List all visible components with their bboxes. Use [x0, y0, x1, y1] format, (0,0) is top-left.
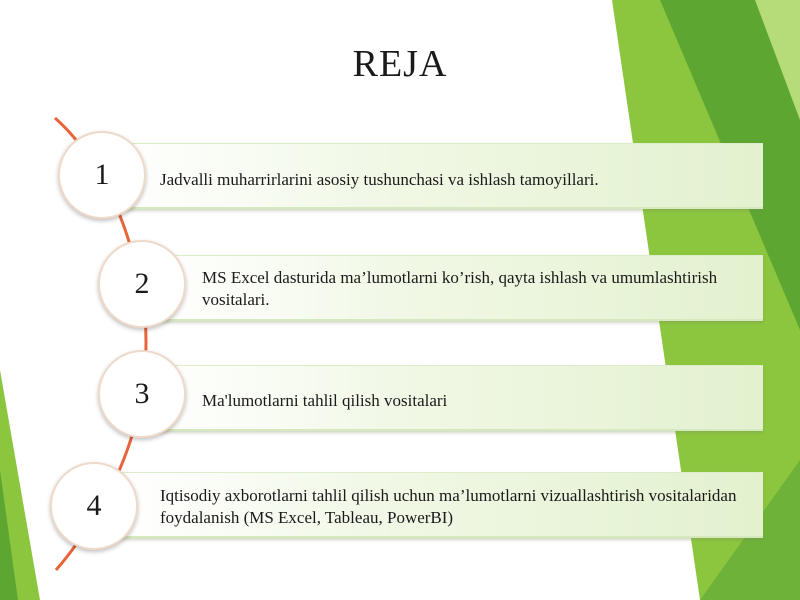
slide-title: REJA — [352, 43, 448, 85]
agenda-text-4: Iqtisodiy axborotlarni tahlil qilish uchun ma’lumotlarni vizuallashtirish vositalaridan foydalanish (MS Excel, Tableau, PowerBI) — [160, 486, 737, 527]
agenda-text-3: Ma'lumotlarni tahlil qilish vositalari — [202, 391, 448, 410]
agenda-number-circle-1: 1 — [58, 131, 146, 219]
agenda-number-circle-3: 3 — [98, 350, 186, 438]
agenda-text-2: MS Excel dasturida ma’lumotlarni ko’rish, qayta ishlash va umumlashtirish vositalari. — [202, 268, 718, 309]
agenda-text-1: Jadvalli muharrirlarini asosiy tushunchasi va ishlash tamoyillari. — [160, 170, 599, 189]
agenda-number-circle-2: 2 — [98, 240, 186, 328]
agenda-number-circle-4: 4 — [50, 462, 138, 550]
